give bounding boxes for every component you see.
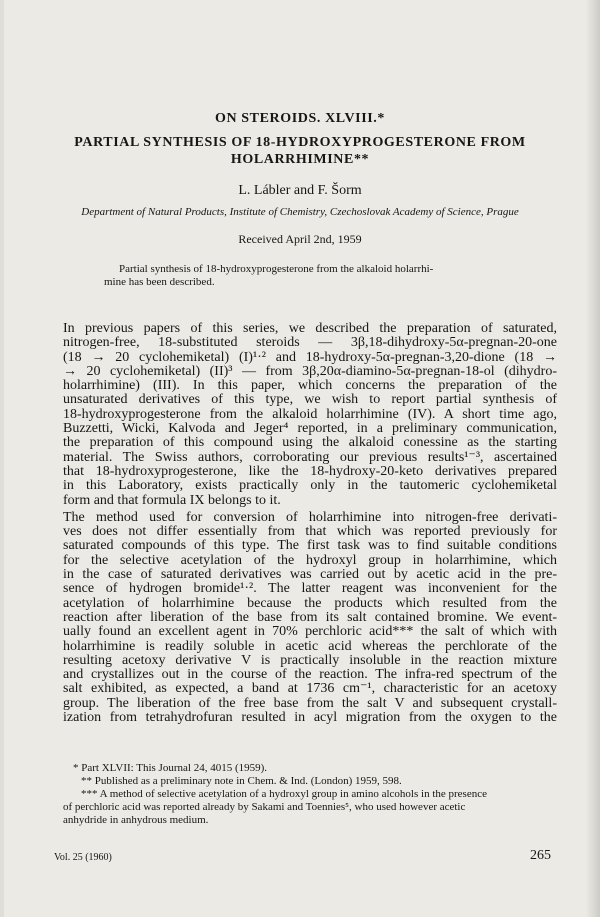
body-line: the preparation of this compound using the alkaloid conessine as the starting (63, 435, 557, 451)
footnote-3-continued: of perchloric acid was reported already by Sakami and Toennies⁵, who used however acetic (63, 801, 466, 813)
paragraph-2 (63, 511, 557, 725)
article-title-line2: HOLARRHIMINE** (230, 152, 370, 167)
body-line: holarrhimine is readily soluble in acetic acid whereas the perchlorate of the (63, 638, 557, 654)
footnote-1: * Part XLVII: This Journal 24, 4015 (1959). (73, 762, 268, 774)
body-line: in this Laboratory, exists practically only in the tautomeric cyclohemiketal (63, 478, 557, 494)
article-title (0, 134, 600, 168)
volume-info: Vol. 25 (1960) (54, 852, 112, 863)
footnote-3: *** A method of selective acetylation of a hydroxyl group in amino alcohols in the presence (81, 788, 487, 800)
page-number: 265 (530, 848, 551, 863)
body-line: acetylation of holarrhimine because the products which resulted from the (63, 595, 557, 611)
body-line: resulting acetoxy derivative V is practically insoluble in the reaction mixture (63, 652, 557, 668)
body-line: Buzzetti, Wicki, Kalvoda and Jeger⁴ reported, in a preliminary communication, (63, 421, 557, 437)
body-line: sence of hydrogen bromide¹·². The latter reagent was inconvenient for the (63, 581, 557, 597)
body-line: In previous papers of this series, we described the preparation of saturated, (63, 321, 557, 336)
body-line: (18 → 20 cyclohemiketal) (I)¹·² and 18-hydroxy-5α-pregnan-3,20-dione (18 → (63, 349, 557, 365)
body-line: reaction after liberation of the base from its salt contained bromine. We event- (63, 609, 557, 625)
body-line: holarrhimine) (III). In this paper, which concerns the preparation of the (63, 378, 557, 394)
body-line: and crystallizes out in the course of the reaction. The infra-red spectrum of the (63, 667, 557, 683)
authors: L. Lábler and F. Šorm (238, 183, 362, 198)
body-line: ization from tetrahydrofuran resulted in acyl migration from the oxygen to the (63, 710, 557, 726)
body-line: ually found an excellent agent in 70% perchloric acid*** the salt of which with (63, 624, 557, 640)
paragraph-1 (63, 322, 557, 508)
body-line: 18-hydroxyprogesterone from the alkaloid holarrhimine (IV). A short time ago, (63, 406, 557, 422)
abstract-line: Partial synthesis of 18-hydroxyprogesterone from the alkaloid holarrhi- (119, 263, 434, 275)
body-line: material. The Swiss authors, corroborating our previous results¹⁻³, ascertained (63, 449, 557, 465)
body-line: for the selective acetylation of the hydroxyl group in holarrhimine, which (63, 552, 557, 568)
footnote-2: ** Published as a preliminary note in Chem. & Ind. (London) 1959, 598. (81, 775, 402, 787)
body-line: ves does not differ essentially from that which was reported previously for (63, 524, 557, 540)
body-line: salt exhibited, as expected, a band at 1736 cm⁻¹, characteristic for an acetoxy (63, 681, 557, 697)
footnote-3-continued: anhydride in anhydrous medium. (63, 814, 209, 826)
received-date: Received April 2nd, 1959 (238, 232, 362, 246)
body-line: that 18-hydroxyprogesterone, like the 18-hydroxy-20-keto derivatives prepared (63, 463, 557, 479)
body-line: unsaturated derivatives of this type, we wish to report partial synthesis of (63, 392, 557, 408)
series-title: ON STEROIDS. XLVIII.* (214, 111, 386, 126)
body-line: The method used for conversion of holarrhimine into nitrogen-free derivati- (63, 509, 557, 525)
body-text (63, 322, 557, 725)
body-line: → 20 cyclohemiketal) (II)³ — from 3β,20α-diamino-5α-pregnan-18-ol (dihydro- (63, 363, 557, 379)
body-line: form and that formula IX belongs to it. (63, 492, 281, 508)
article-title-line1: PARTIAL SYNTHESIS OF 18-HYDROXYPROGESTERONE FROM (74, 135, 526, 150)
footnotes (63, 762, 557, 827)
body-line: in the case of saturated derivatives was carried out by acetic acid in the pre- (63, 567, 557, 583)
body-line: group. The liberation of the free base from the salt V and subsequent crystall- (63, 695, 557, 711)
abstract (104, 263, 502, 289)
body-line: saturated compounds of this type. The first task was to find suitable conditions (63, 538, 557, 554)
abstract-line: mine has been described. (104, 275, 215, 288)
affiliation: Department of Natural Products, Institute of Chemistry, Czechoslovak Academy of Science, Prague (81, 206, 519, 218)
body-line: nitrogen-free, 18-substituted steroids — 3β,18-dihydroxy-5α-pregnan-20-one (63, 335, 557, 351)
